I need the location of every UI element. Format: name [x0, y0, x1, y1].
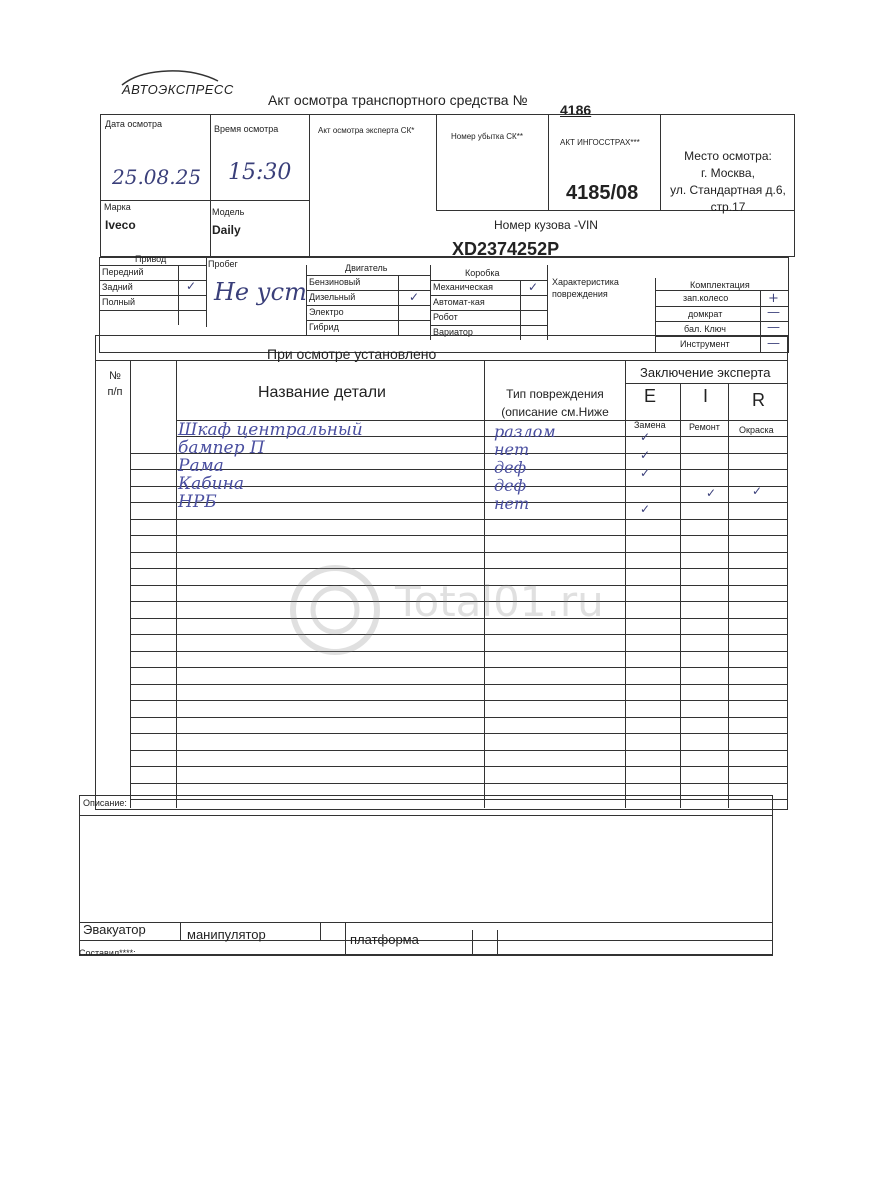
table-row-line: [130, 469, 788, 470]
row-part: Кабина: [178, 474, 244, 494]
equipment-spare-mark: +: [768, 291, 779, 306]
damage-characteristic-label: [552, 276, 619, 300]
drive-rear-check: ✓: [186, 279, 197, 293]
equipment-jack: домкрат: [688, 309, 723, 319]
equipment-spare: зап.колесо: [683, 293, 729, 303]
col-number-header: [100, 368, 130, 400]
table-row-line: [130, 700, 788, 701]
place-line-1: г. Москва,: [701, 166, 755, 180]
damage-char-line-1: Характеристика: [552, 277, 619, 287]
col-number-line-1: №: [109, 370, 121, 382]
damage-char-line-2: повреждения: [552, 289, 608, 299]
company-logo: [118, 68, 234, 110]
drive-full: Полный: [102, 297, 135, 307]
gearbox-variator: Вариатор: [433, 327, 473, 337]
ingos-label: АКТ ИНГОССТРАХ***: [560, 138, 640, 147]
vin-label: Номер кузова -VIN: [494, 218, 598, 232]
row-damage: деф: [494, 476, 527, 495]
ingos-value: 4185/08: [566, 182, 639, 204]
col-r-header: R: [752, 390, 765, 410]
model-value: Daily: [212, 223, 241, 237]
engine-electric: Электро: [309, 307, 344, 317]
row-e-check: ✓: [640, 502, 651, 516]
row-e-check: ✓: [640, 466, 651, 480]
place-line-2: ул. Стандартная д.6,: [670, 183, 786, 197]
engine-diesel-check: ✓: [409, 290, 420, 304]
row-i-check: ✓: [706, 486, 717, 500]
table-col-line: [176, 360, 177, 808]
table-col-line: [680, 383, 681, 808]
table-row-line: [130, 750, 788, 751]
expert-act-label: Акт осмотра эксперта СК*: [318, 126, 415, 135]
table-row-line: [130, 684, 788, 685]
time-value: 15:30: [228, 160, 292, 185]
row-damage: деф: [494, 458, 527, 477]
logo-text: АВТОЭКСПРЕСС: [122, 82, 234, 97]
vin-value: XD2374252P: [452, 239, 560, 259]
description-label: Описание:: [83, 798, 127, 808]
col-i-header: I: [703, 386, 709, 406]
evacuator-platform: платформа: [350, 932, 419, 947]
col-paint-header: Окраска: [739, 425, 774, 435]
table-col-line: [625, 360, 626, 808]
date-value: 25.08.25: [112, 165, 202, 189]
drive-rear: Задний: [102, 282, 133, 292]
equipment-tool: Инструмент: [680, 339, 730, 349]
drive-front: Передний: [102, 267, 144, 277]
place-label: Место осмотра:: [684, 149, 772, 163]
gearbox-manual-check: ✓: [528, 280, 539, 294]
watermark-logo-icon: [285, 555, 395, 665]
row-part: Рама: [178, 456, 224, 476]
inspection-title: При осмотре установлено: [267, 346, 437, 362]
row-damage: нет: [494, 440, 530, 459]
gearbox-automatic: Автомат-кая: [433, 297, 485, 307]
time-label: Время осмотра: [214, 124, 279, 134]
evacuator-label: Эвакуатор: [83, 922, 146, 937]
engine-petrol: Бензиновый: [309, 277, 361, 287]
row-part: НРБ: [178, 492, 217, 512]
table-col-line: [130, 360, 131, 808]
expert-conclusion-title: Заключение эксперта: [640, 365, 771, 380]
composed-label: Составил****:: [79, 948, 136, 956]
gearbox-robot: Робот: [433, 312, 458, 322]
brand-label: Марка: [104, 202, 131, 212]
engine-diesel: Дизельный: [309, 292, 356, 302]
inspection-place: [666, 148, 790, 216]
watermark: [285, 555, 605, 665]
table-row-line: [130, 667, 788, 668]
equipment-title: Комплектация: [690, 280, 750, 290]
table-row-line: [130, 535, 788, 536]
gearbox-title: Коробка: [465, 268, 500, 278]
loss-number-label: Номер убытка СК**: [451, 132, 523, 141]
table-row-line: [130, 717, 788, 718]
col-replace-header: Замена: [634, 420, 666, 430]
act-number: 4186: [560, 102, 592, 118]
table-row-line: [130, 783, 788, 784]
table-row-line: [130, 552, 788, 553]
col-repair-header: Ремонт: [689, 422, 720, 432]
gearbox-manual: Механическая: [433, 282, 494, 292]
watermark-text: Total01.ru: [395, 577, 604, 626]
engine-hybrid: Гибрид: [309, 322, 339, 332]
evacuator-manipulator: манипулятор: [187, 927, 266, 942]
equipment-jack-mark: —: [767, 305, 780, 320]
engine-title: Двигатель: [345, 263, 388, 273]
equipment-tool-mark: —: [767, 336, 780, 351]
brand-value: Iveco: [105, 218, 136, 232]
col-damage-line-2: (описание см.Ниже: [501, 405, 609, 419]
equipment-balloon-mark: —: [767, 320, 780, 335]
row-part: бампер П: [178, 438, 265, 458]
row-e-check: ✓: [640, 430, 651, 444]
table-row-line: [130, 733, 788, 734]
col-e-header: E: [644, 386, 657, 406]
col-part-header: Название детали: [258, 384, 386, 401]
table-row-line: [130, 519, 788, 520]
col-damage-header: [490, 385, 620, 421]
date-label: Дата осмотра: [105, 119, 163, 129]
place-line-3: стр.17: [710, 200, 746, 214]
model-label: Модель: [212, 207, 245, 217]
row-damage: разлом: [494, 422, 556, 441]
col-damage-line-1: Тип повреждения: [506, 387, 604, 401]
table-row-line: [130, 502, 788, 503]
document-title: Акт осмотра транспортного средства №: [268, 92, 528, 108]
drive-title: Привод: [135, 254, 167, 264]
table-row-line: [130, 766, 788, 767]
row-e-check: ✓: [640, 448, 651, 462]
equipment-balloon-key: бал. Ключ: [684, 324, 726, 334]
row-part: Шкаф центральный: [178, 420, 363, 440]
description-block: [79, 795, 773, 955]
row-damage: нет: [494, 494, 530, 513]
row-r-check: ✓: [752, 484, 763, 498]
col-number-line-2: п/п: [107, 386, 123, 398]
mileage-value: Не уст: [214, 278, 307, 306]
mileage-label: Пробег: [208, 259, 238, 269]
table-col-line: [728, 383, 729, 808]
